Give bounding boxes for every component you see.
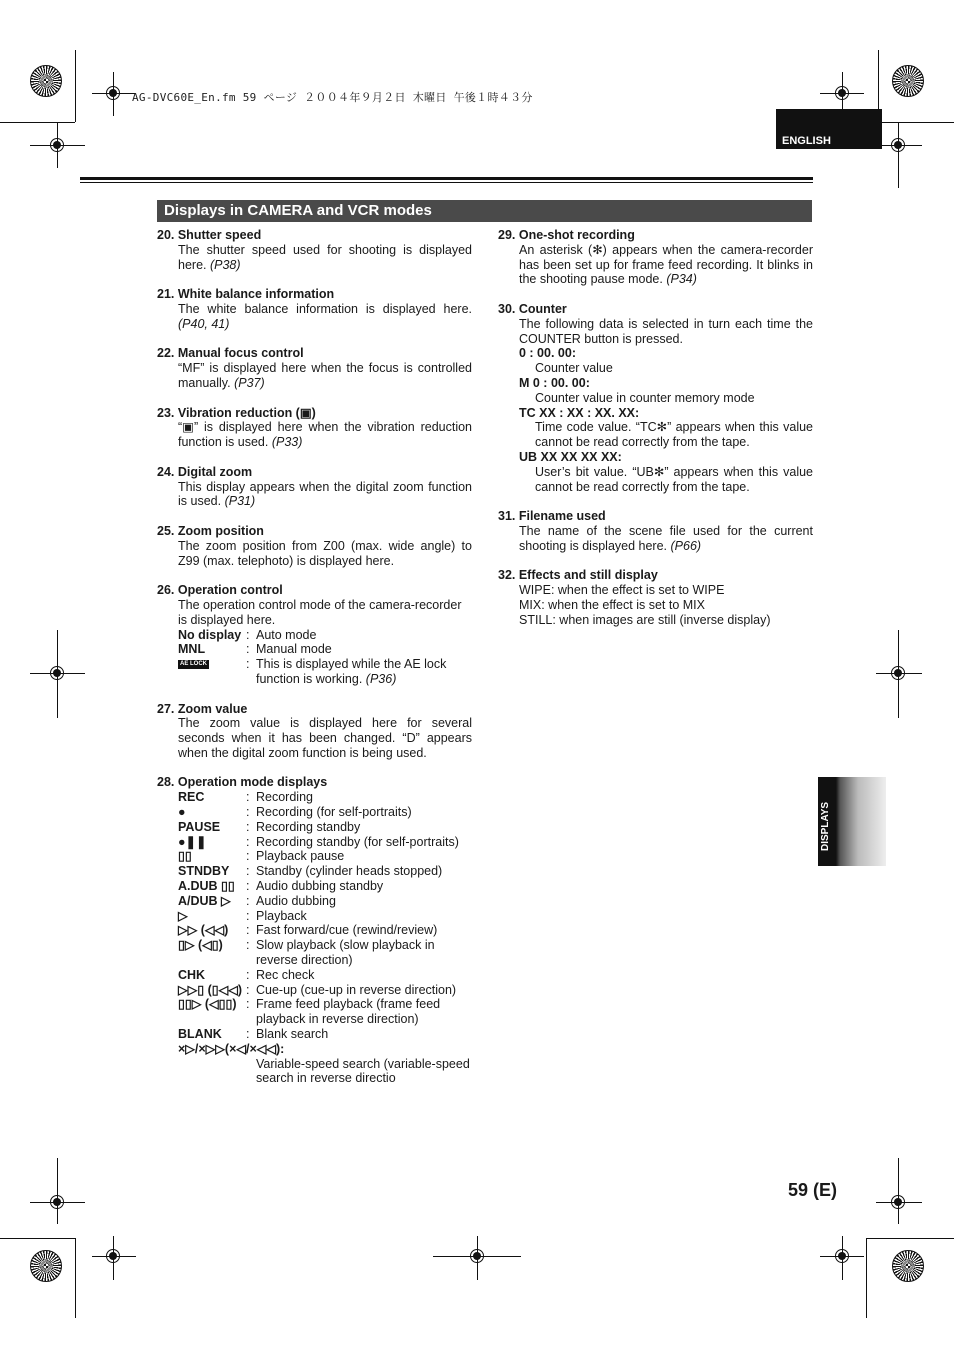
item-22 xyxy=(157,346,472,390)
definition-row: No display : Auto mode xyxy=(178,627,317,642)
item-heading: 22. Manual focus control xyxy=(157,346,304,361)
page-reference: (P66) xyxy=(670,538,702,553)
item-text: “▣” is displayed here when the vibration reduction function is used. xyxy=(178,420,472,450)
mode-row: BLANK : Blank search xyxy=(178,1027,329,1042)
mode-row: CHK : Rec check xyxy=(178,967,315,982)
item-26 xyxy=(157,583,472,687)
effect-line: MIX: when the effect is set to MIX xyxy=(519,597,705,612)
mode-row: ▷▷ (◁◁) : Fast forward/cue (rewind/review) xyxy=(178,923,438,938)
item-30 xyxy=(498,302,813,494)
mode-row: ▯▯ : Playback pause xyxy=(178,849,345,864)
language-tab xyxy=(776,109,882,149)
item-23 xyxy=(157,406,472,450)
item-text: This display appears when the digital zoom function is used. xyxy=(178,479,472,509)
section-title: Displays in CAMERA and VCR modes xyxy=(164,202,432,219)
item-text: The operation control mode of the camera-recorder is displayed here. xyxy=(178,597,462,627)
page-reference: (P37) xyxy=(234,375,265,390)
operation-mode-list xyxy=(157,790,472,1086)
item-text: The shutter speed used for shooting is displayed here. xyxy=(178,242,472,272)
page-reference: (P40, 41) xyxy=(178,316,230,331)
item-text: “MF” is displayed here when the focus is controlled manually. xyxy=(178,361,472,390)
item-text: The white balance information is displayed here. xyxy=(178,301,472,316)
effect-line: STILL: when images are still (inverse display) xyxy=(519,612,771,627)
right-column xyxy=(498,228,813,642)
item-25 xyxy=(157,524,472,568)
effect-line: WIPE: when the effect is set to WIPE xyxy=(519,583,725,598)
item-heading: 21. White balance information xyxy=(157,287,335,302)
mode-row: A/DUB ▷ : Audio dubbing xyxy=(178,893,336,908)
item-heading: 20. Shutter speed xyxy=(157,228,262,242)
item-text: The zoom position from Z00 (max. wide angle) to Z99 (max. telephoto) is displayed here. xyxy=(178,538,472,568)
item-20 xyxy=(157,228,472,272)
definition-row: AE LOCK : This is displayed while the AE lock function is working. (P36) xyxy=(180,657,447,686)
definition-row: MNL : Manual mode xyxy=(178,642,332,657)
file-info-header: AG-DVC60E_En.fm 59 ページ ２００４年９月２日 木曜日 午後１時４３分 xyxy=(132,91,533,104)
page-number: 59 (E) xyxy=(788,1180,838,1200)
item-32 xyxy=(498,568,813,627)
mode-row: REC : Recording xyxy=(178,790,313,805)
item-heading: 28. Operation mode displays xyxy=(157,775,328,790)
item-text: An asterisk (✻) appears when the camera-recorder has been set up for frame feed recording. It blinks in the shooting pause mode. xyxy=(519,242,813,287)
counter-mode-value: Time code value. “TC✻” appears when this value cannot be read correctly from the tape. xyxy=(535,420,813,450)
header-rule-thin xyxy=(80,182,813,183)
item-31 xyxy=(498,509,813,553)
mode-row: ●❚❚ : Recording standby (for self-portraits) xyxy=(178,834,459,849)
registration-mark-top-right xyxy=(892,65,924,97)
mode-row-value: Variable-speed search (variable-speed search in reverse directio xyxy=(256,1056,470,1086)
mode-row: ▯▯▷ (◁▯▯) : Frame feed playback (frame feed playback in reverse direction) xyxy=(178,997,441,1027)
item-29 xyxy=(498,228,813,287)
ae-lock-icon: AE LOCK xyxy=(180,661,207,668)
mode-row: PAUSE : Recording standby xyxy=(178,819,361,834)
section-title-bar xyxy=(157,200,812,222)
registration-mark-bottom-right xyxy=(892,1250,924,1282)
mode-row: ▷▷▯ (▯◁◁) : Cue-up (cue-up in reverse direction) xyxy=(178,982,457,997)
counter-mode-key: TC XX : XX : XX. XX: xyxy=(519,405,640,420)
item-heading: 30. Counter xyxy=(498,301,567,316)
side-tab-label: DISPLAYS xyxy=(820,801,831,851)
counter-mode-value: User’s bit value. “UB✻” appears when this value cannot be read correctly from the tape. xyxy=(535,464,813,494)
item-heading: 25. Zoom position xyxy=(157,523,264,538)
mode-row-key: ×▷/×▷▷(×◁/×◁◁): xyxy=(178,1041,285,1056)
item-heading: 32. Effects and still display xyxy=(498,568,658,583)
mode-row: ▯▷ (◁▯) : Slow playback (slow playback in reverse direction) xyxy=(178,938,435,968)
item-heading: 24. Digital zoom xyxy=(157,464,253,479)
mode-row: A.DUB ▯▯ : Audio dubbing standby xyxy=(178,879,384,894)
item-28 xyxy=(157,775,472,1086)
item-27 xyxy=(157,702,472,761)
item-heading: 26. Operation control xyxy=(157,583,283,598)
item-text: The zoom value is displayed here for several seconds when it has been changed. “D” appears when the digital zoom function is being used. xyxy=(178,716,472,760)
registration-mark-top-left xyxy=(30,65,62,97)
counter-mode-key: UB XX XX XX XX: xyxy=(519,449,622,464)
language-label: ENGLISH xyxy=(782,135,831,147)
header-rule xyxy=(80,177,813,180)
section-side-tab xyxy=(818,777,886,866)
counter-mode-key: 0 : 00. 00: xyxy=(519,346,576,361)
item-text: The following data is selected in turn each time the COUNTER button is pressed. xyxy=(519,316,813,346)
registration-mark-bottom-left xyxy=(30,1250,62,1282)
item-heading: 27. Zoom value xyxy=(157,701,248,716)
item-heading: 23. Vibration reduction (▣) xyxy=(157,405,316,420)
item-heading: 29. One-shot recording xyxy=(498,228,635,242)
counter-mode-value: Counter value in counter memory mode xyxy=(535,390,755,405)
item-heading: 31. Filename used xyxy=(498,509,606,524)
page-reference: (P34) xyxy=(666,272,697,287)
mode-row: ● : Recording (for self-portraits) xyxy=(178,805,412,820)
left-column xyxy=(157,228,472,1101)
page-reference: (P38) xyxy=(209,257,241,272)
item-text: The name of the scene file used for the current shooting is displayed here. xyxy=(519,523,813,553)
item-24 xyxy=(157,465,472,509)
mode-row: ▷ : Playback xyxy=(178,908,307,923)
counter-mode-value: Counter value xyxy=(535,361,613,376)
counter-mode-key: M 0 : 00. 00: xyxy=(519,375,590,390)
page-reference: (P33) xyxy=(271,435,303,450)
page-reference: (P31) xyxy=(224,494,256,509)
item-21 xyxy=(157,287,472,331)
mode-row: STNDBY : Standby (cylinder heads stopped) xyxy=(178,864,443,879)
